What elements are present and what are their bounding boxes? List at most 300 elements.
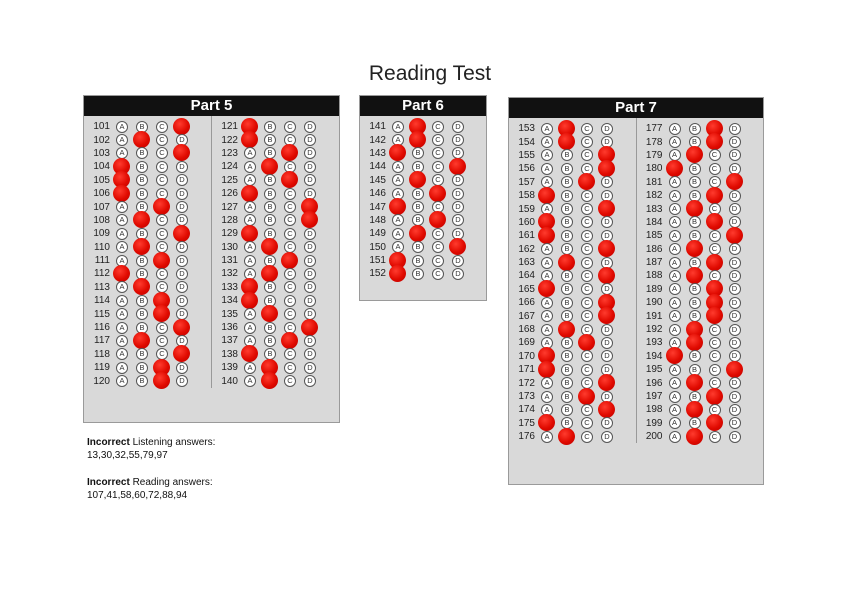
option-bubble-b[interactable]	[561, 391, 573, 403]
option-bubble-b[interactable]	[689, 163, 701, 175]
option-bubble-b[interactable]	[412, 241, 424, 253]
option-bubble-a[interactable]	[116, 121, 128, 133]
option-bubble-a[interactable]	[541, 149, 553, 161]
option-bubble-c[interactable]	[284, 174, 296, 186]
option-bubble-c[interactable]	[581, 270, 593, 282]
option-bubble-a[interactable]	[244, 201, 256, 213]
option-bubble-b[interactable]	[264, 214, 276, 226]
option-bubble-c[interactable]	[284, 121, 296, 133]
option-bubble-b[interactable]	[136, 335, 148, 347]
option-bubble-b[interactable]	[264, 174, 276, 186]
option-bubble-c[interactable]	[156, 147, 168, 159]
option-bubble-c[interactable]	[156, 335, 168, 347]
option-bubble-b[interactable]	[412, 201, 424, 213]
option-bubble-d[interactable]	[176, 228, 188, 240]
option-bubble-a[interactable]	[244, 322, 256, 334]
option-bubble-d[interactable]	[176, 121, 188, 133]
option-bubble-b[interactable]	[264, 308, 276, 320]
option-bubble-d[interactable]	[452, 134, 464, 146]
option-bubble-d[interactable]	[452, 255, 464, 267]
option-bubble-b[interactable]	[412, 147, 424, 159]
option-bubble-c[interactable]	[284, 348, 296, 360]
option-bubble-d[interactable]	[304, 255, 316, 267]
option-bubble-b[interactable]	[561, 324, 573, 336]
option-bubble-a[interactable]	[116, 201, 128, 213]
option-bubble-c[interactable]	[432, 268, 444, 280]
option-bubble-d[interactable]	[452, 161, 464, 173]
option-bubble-b[interactable]	[136, 295, 148, 307]
option-bubble-c[interactable]	[581, 243, 593, 255]
option-bubble-c[interactable]	[581, 310, 593, 322]
option-bubble-a[interactable]	[116, 335, 128, 347]
option-bubble-c[interactable]	[284, 362, 296, 374]
option-bubble-d[interactable]	[729, 431, 741, 443]
option-bubble-d[interactable]	[601, 270, 613, 282]
option-bubble-a[interactable]	[244, 134, 256, 146]
option-bubble-d[interactable]	[304, 362, 316, 374]
option-bubble-c[interactable]	[432, 241, 444, 253]
option-bubble-c[interactable]	[581, 431, 593, 443]
option-bubble-d[interactable]	[176, 281, 188, 293]
option-bubble-a[interactable]	[392, 174, 404, 186]
option-bubble-b[interactable]	[689, 176, 701, 188]
option-bubble-d[interactable]	[452, 174, 464, 186]
option-bubble-b[interactable]	[689, 243, 701, 255]
option-bubble-c[interactable]	[156, 268, 168, 280]
option-bubble-d[interactable]	[729, 270, 741, 282]
option-bubble-b[interactable]	[264, 134, 276, 146]
option-bubble-a[interactable]	[116, 322, 128, 334]
option-bubble-c[interactable]	[284, 268, 296, 280]
option-bubble-b[interactable]	[136, 348, 148, 360]
option-bubble-d[interactable]	[304, 295, 316, 307]
option-bubble-a[interactable]	[541, 297, 553, 309]
option-bubble-a[interactable]	[669, 364, 681, 376]
option-bubble-b[interactable]	[561, 136, 573, 148]
option-bubble-c[interactable]	[284, 255, 296, 267]
option-bubble-b[interactable]	[412, 228, 424, 240]
option-bubble-b[interactable]	[689, 404, 701, 416]
option-bubble-c[interactable]	[284, 281, 296, 293]
option-bubble-d[interactable]	[176, 295, 188, 307]
option-bubble-c[interactable]	[709, 216, 721, 228]
option-bubble-c[interactable]	[432, 228, 444, 240]
option-bubble-b[interactable]	[689, 123, 701, 135]
option-bubble-a[interactable]	[244, 241, 256, 253]
option-bubble-d[interactable]	[601, 337, 613, 349]
option-bubble-b[interactable]	[136, 362, 148, 374]
option-bubble-d[interactable]	[729, 230, 741, 242]
option-bubble-a[interactable]	[116, 308, 128, 320]
option-bubble-d[interactable]	[729, 123, 741, 135]
option-bubble-c[interactable]	[156, 308, 168, 320]
option-bubble-d[interactable]	[304, 214, 316, 226]
option-bubble-c[interactable]	[581, 417, 593, 429]
option-bubble-d[interactable]	[729, 243, 741, 255]
option-bubble-c[interactable]	[284, 295, 296, 307]
option-bubble-d[interactable]	[452, 214, 464, 226]
option-bubble-d[interactable]	[304, 268, 316, 280]
option-bubble-a[interactable]	[541, 324, 553, 336]
option-bubble-d[interactable]	[729, 203, 741, 215]
option-bubble-b[interactable]	[412, 134, 424, 146]
option-bubble-a[interactable]	[244, 161, 256, 173]
option-bubble-d[interactable]	[176, 161, 188, 173]
option-bubble-d[interactable]	[729, 417, 741, 429]
option-bubble-d[interactable]	[452, 268, 464, 280]
option-bubble-c[interactable]	[284, 188, 296, 200]
option-bubble-b[interactable]	[561, 297, 573, 309]
option-bubble-b[interactable]	[264, 268, 276, 280]
option-bubble-c[interactable]	[709, 391, 721, 403]
option-bubble-c[interactable]	[581, 190, 593, 202]
option-bubble-b[interactable]	[412, 174, 424, 186]
option-bubble-a[interactable]	[541, 190, 553, 202]
option-bubble-a[interactable]	[244, 362, 256, 374]
option-bubble-c[interactable]	[432, 255, 444, 267]
option-bubble-a[interactable]	[541, 417, 553, 429]
option-bubble-d[interactable]	[601, 243, 613, 255]
option-bubble-a[interactable]	[669, 404, 681, 416]
option-bubble-c[interactable]	[432, 214, 444, 226]
option-bubble-b[interactable]	[689, 270, 701, 282]
option-bubble-d[interactable]	[176, 241, 188, 253]
option-bubble-c[interactable]	[156, 214, 168, 226]
option-bubble-d[interactable]	[729, 136, 741, 148]
option-bubble-c[interactable]	[709, 364, 721, 376]
option-bubble-d[interactable]	[729, 377, 741, 389]
option-bubble-d[interactable]	[729, 324, 741, 336]
option-bubble-a[interactable]	[541, 163, 553, 175]
option-bubble-c[interactable]	[709, 230, 721, 242]
option-bubble-c[interactable]	[581, 216, 593, 228]
option-bubble-c[interactable]	[156, 121, 168, 133]
option-bubble-b[interactable]	[136, 375, 148, 387]
option-bubble-a[interactable]	[116, 134, 128, 146]
option-bubble-d[interactable]	[729, 364, 741, 376]
option-bubble-c[interactable]	[284, 201, 296, 213]
option-bubble-c[interactable]	[156, 201, 168, 213]
option-bubble-b[interactable]	[561, 364, 573, 376]
option-bubble-d[interactable]	[729, 257, 741, 269]
option-bubble-a[interactable]	[669, 176, 681, 188]
option-bubble-d[interactable]	[176, 348, 188, 360]
option-bubble-c[interactable]	[581, 136, 593, 148]
option-bubble-c[interactable]	[156, 375, 168, 387]
option-bubble-d[interactable]	[304, 174, 316, 186]
option-bubble-b[interactable]	[689, 149, 701, 161]
option-bubble-d[interactable]	[176, 201, 188, 213]
option-bubble-a[interactable]	[669, 391, 681, 403]
option-bubble-a[interactable]	[244, 188, 256, 200]
option-bubble-a[interactable]	[541, 431, 553, 443]
option-bubble-c[interactable]	[709, 324, 721, 336]
option-bubble-c[interactable]	[709, 431, 721, 443]
option-bubble-c[interactable]	[581, 364, 593, 376]
option-bubble-d[interactable]	[176, 147, 188, 159]
option-bubble-b[interactable]	[689, 203, 701, 215]
option-bubble-b[interactable]	[136, 134, 148, 146]
option-bubble-d[interactable]	[304, 281, 316, 293]
option-bubble-b[interactable]	[561, 230, 573, 242]
option-bubble-d[interactable]	[729, 149, 741, 161]
option-bubble-d[interactable]	[601, 216, 613, 228]
option-bubble-c[interactable]	[581, 337, 593, 349]
option-bubble-d[interactable]	[304, 134, 316, 146]
option-bubble-c[interactable]	[284, 375, 296, 387]
option-bubble-d[interactable]	[176, 375, 188, 387]
option-bubble-a[interactable]	[669, 257, 681, 269]
option-bubble-d[interactable]	[304, 335, 316, 347]
option-bubble-a[interactable]	[669, 431, 681, 443]
option-bubble-b[interactable]	[561, 257, 573, 269]
option-bubble-b[interactable]	[561, 176, 573, 188]
option-bubble-d[interactable]	[452, 201, 464, 213]
option-bubble-c[interactable]	[581, 257, 593, 269]
option-bubble-a[interactable]	[392, 161, 404, 173]
option-bubble-d[interactable]	[729, 297, 741, 309]
option-bubble-b[interactable]	[136, 281, 148, 293]
option-bubble-a[interactable]	[541, 123, 553, 135]
option-bubble-c[interactable]	[581, 297, 593, 309]
option-bubble-a[interactable]	[116, 214, 128, 226]
option-bubble-d[interactable]	[601, 123, 613, 135]
option-bubble-c[interactable]	[581, 283, 593, 295]
option-bubble-a[interactable]	[541, 310, 553, 322]
option-bubble-a[interactable]	[116, 281, 128, 293]
option-bubble-a[interactable]	[669, 136, 681, 148]
option-bubble-c[interactable]	[581, 391, 593, 403]
option-bubble-c[interactable]	[156, 134, 168, 146]
option-bubble-b[interactable]	[561, 350, 573, 362]
option-bubble-b[interactable]	[689, 377, 701, 389]
option-bubble-d[interactable]	[304, 161, 316, 173]
option-bubble-b[interactable]	[136, 241, 148, 253]
option-bubble-c[interactable]	[284, 147, 296, 159]
option-bubble-a[interactable]	[392, 201, 404, 213]
option-bubble-d[interactable]	[601, 310, 613, 322]
option-bubble-b[interactable]	[689, 350, 701, 362]
option-bubble-b[interactable]	[264, 161, 276, 173]
option-bubble-b[interactable]	[561, 149, 573, 161]
option-bubble-b[interactable]	[412, 255, 424, 267]
option-bubble-a[interactable]	[669, 243, 681, 255]
option-bubble-b[interactable]	[264, 281, 276, 293]
option-bubble-d[interactable]	[729, 404, 741, 416]
option-bubble-d[interactable]	[452, 121, 464, 133]
option-bubble-a[interactable]	[541, 243, 553, 255]
option-bubble-b[interactable]	[136, 174, 148, 186]
option-bubble-c[interactable]	[432, 188, 444, 200]
option-bubble-a[interactable]	[392, 147, 404, 159]
option-bubble-b[interactable]	[264, 375, 276, 387]
option-bubble-c[interactable]	[709, 190, 721, 202]
option-bubble-b[interactable]	[412, 188, 424, 200]
option-bubble-c[interactable]	[432, 134, 444, 146]
option-bubble-a[interactable]	[116, 375, 128, 387]
option-bubble-a[interactable]	[541, 364, 553, 376]
option-bubble-c[interactable]	[284, 308, 296, 320]
option-bubble-a[interactable]	[541, 391, 553, 403]
option-bubble-a[interactable]	[541, 136, 553, 148]
option-bubble-b[interactable]	[561, 216, 573, 228]
option-bubble-d[interactable]	[176, 188, 188, 200]
option-bubble-d[interactable]	[304, 375, 316, 387]
option-bubble-c[interactable]	[156, 228, 168, 240]
option-bubble-d[interactable]	[304, 147, 316, 159]
option-bubble-a[interactable]	[669, 270, 681, 282]
option-bubble-c[interactable]	[581, 350, 593, 362]
option-bubble-b[interactable]	[561, 337, 573, 349]
option-bubble-b[interactable]	[264, 241, 276, 253]
option-bubble-d[interactable]	[729, 391, 741, 403]
option-bubble-d[interactable]	[729, 176, 741, 188]
option-bubble-b[interactable]	[561, 190, 573, 202]
option-bubble-a[interactable]	[244, 348, 256, 360]
option-bubble-d[interactable]	[304, 322, 316, 334]
option-bubble-b[interactable]	[561, 283, 573, 295]
option-bubble-a[interactable]	[116, 268, 128, 280]
option-bubble-a[interactable]	[669, 123, 681, 135]
option-bubble-d[interactable]	[176, 255, 188, 267]
option-bubble-c[interactable]	[709, 257, 721, 269]
option-bubble-b[interactable]	[136, 255, 148, 267]
option-bubble-c[interactable]	[581, 149, 593, 161]
option-bubble-a[interactable]	[116, 228, 128, 240]
option-bubble-a[interactable]	[392, 228, 404, 240]
option-bubble-d[interactable]	[601, 163, 613, 175]
option-bubble-d[interactable]	[176, 362, 188, 374]
option-bubble-a[interactable]	[669, 283, 681, 295]
option-bubble-a[interactable]	[116, 295, 128, 307]
option-bubble-b[interactable]	[561, 163, 573, 175]
option-bubble-d[interactable]	[601, 377, 613, 389]
option-bubble-d[interactable]	[452, 188, 464, 200]
option-bubble-c[interactable]	[581, 203, 593, 215]
option-bubble-d[interactable]	[601, 203, 613, 215]
option-bubble-a[interactable]	[244, 228, 256, 240]
option-bubble-d[interactable]	[304, 121, 316, 133]
option-bubble-a[interactable]	[669, 190, 681, 202]
option-bubble-c[interactable]	[156, 174, 168, 186]
option-bubble-c[interactable]	[581, 404, 593, 416]
option-bubble-c[interactable]	[432, 161, 444, 173]
option-bubble-c[interactable]	[709, 136, 721, 148]
option-bubble-a[interactable]	[244, 255, 256, 267]
option-bubble-a[interactable]	[669, 203, 681, 215]
option-bubble-c[interactable]	[709, 149, 721, 161]
option-bubble-d[interactable]	[304, 241, 316, 253]
option-bubble-b[interactable]	[689, 431, 701, 443]
option-bubble-c[interactable]	[581, 176, 593, 188]
option-bubble-b[interactable]	[561, 377, 573, 389]
option-bubble-a[interactable]	[392, 121, 404, 133]
option-bubble-c[interactable]	[581, 123, 593, 135]
option-bubble-d[interactable]	[452, 241, 464, 253]
option-bubble-a[interactable]	[244, 308, 256, 320]
option-bubble-b[interactable]	[264, 201, 276, 213]
option-bubble-d[interactable]	[601, 324, 613, 336]
option-bubble-c[interactable]	[432, 121, 444, 133]
option-bubble-d[interactable]	[304, 348, 316, 360]
option-bubble-c[interactable]	[284, 335, 296, 347]
option-bubble-a[interactable]	[669, 310, 681, 322]
option-bubble-b[interactable]	[136, 308, 148, 320]
option-bubble-b[interactable]	[689, 283, 701, 295]
option-bubble-c[interactable]	[581, 230, 593, 242]
option-bubble-a[interactable]	[669, 350, 681, 362]
option-bubble-b[interactable]	[264, 322, 276, 334]
option-bubble-d[interactable]	[176, 174, 188, 186]
option-bubble-a[interactable]	[116, 188, 128, 200]
option-bubble-c[interactable]	[432, 147, 444, 159]
option-bubble-a[interactable]	[669, 216, 681, 228]
option-bubble-a[interactable]	[669, 417, 681, 429]
option-bubble-a[interactable]	[244, 147, 256, 159]
option-bubble-c[interactable]	[709, 163, 721, 175]
option-bubble-a[interactable]	[392, 214, 404, 226]
option-bubble-d[interactable]	[601, 404, 613, 416]
option-bubble-b[interactable]	[689, 297, 701, 309]
option-bubble-a[interactable]	[116, 348, 128, 360]
option-bubble-d[interactable]	[176, 322, 188, 334]
option-bubble-a[interactable]	[541, 257, 553, 269]
option-bubble-a[interactable]	[669, 297, 681, 309]
option-bubble-c[interactable]	[709, 350, 721, 362]
option-bubble-c[interactable]	[156, 322, 168, 334]
option-bubble-c[interactable]	[156, 255, 168, 267]
option-bubble-c[interactable]	[284, 214, 296, 226]
option-bubble-d[interactable]	[601, 417, 613, 429]
option-bubble-d[interactable]	[176, 268, 188, 280]
option-bubble-d[interactable]	[601, 176, 613, 188]
option-bubble-a[interactable]	[669, 163, 681, 175]
option-bubble-b[interactable]	[264, 188, 276, 200]
option-bubble-d[interactable]	[304, 228, 316, 240]
option-bubble-a[interactable]	[244, 375, 256, 387]
option-bubble-d[interactable]	[729, 283, 741, 295]
option-bubble-b[interactable]	[561, 203, 573, 215]
option-bubble-d[interactable]	[601, 350, 613, 362]
option-bubble-a[interactable]	[669, 324, 681, 336]
option-bubble-b[interactable]	[136, 188, 148, 200]
option-bubble-a[interactable]	[541, 377, 553, 389]
option-bubble-d[interactable]	[729, 337, 741, 349]
option-bubble-a[interactable]	[116, 362, 128, 374]
option-bubble-c[interactable]	[284, 228, 296, 240]
option-bubble-b[interactable]	[561, 270, 573, 282]
option-bubble-a[interactable]	[116, 241, 128, 253]
option-bubble-b[interactable]	[264, 121, 276, 133]
option-bubble-d[interactable]	[729, 310, 741, 322]
option-bubble-c[interactable]	[709, 337, 721, 349]
option-bubble-b[interactable]	[264, 335, 276, 347]
option-bubble-d[interactable]	[601, 431, 613, 443]
option-bubble-c[interactable]	[156, 161, 168, 173]
option-bubble-a[interactable]	[541, 230, 553, 242]
option-bubble-b[interactable]	[136, 147, 148, 159]
option-bubble-c[interactable]	[709, 310, 721, 322]
option-bubble-a[interactable]	[669, 230, 681, 242]
option-bubble-b[interactable]	[136, 214, 148, 226]
option-bubble-b[interactable]	[136, 161, 148, 173]
option-bubble-c[interactable]	[709, 417, 721, 429]
option-bubble-a[interactable]	[244, 295, 256, 307]
option-bubble-a[interactable]	[669, 377, 681, 389]
option-bubble-b[interactable]	[412, 268, 424, 280]
option-bubble-b[interactable]	[689, 337, 701, 349]
option-bubble-b[interactable]	[561, 431, 573, 443]
